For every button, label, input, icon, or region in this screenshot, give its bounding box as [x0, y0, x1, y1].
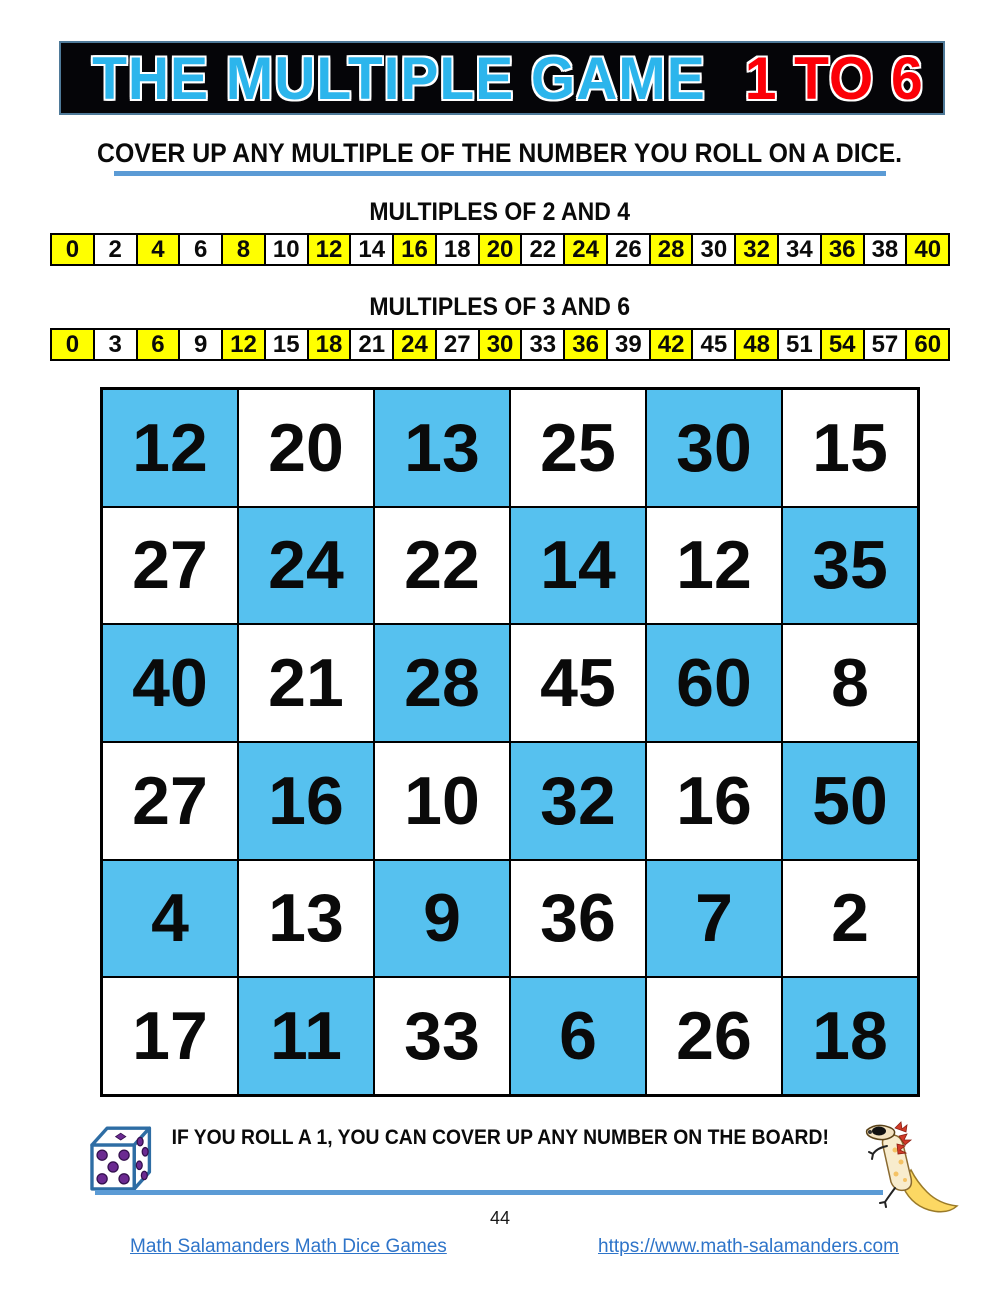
board-cell[interactable]: 18 [782, 977, 918, 1095]
strip-cell: 26 [606, 235, 649, 264]
board-cell[interactable]: 27 [102, 742, 238, 860]
strip-heading-3-and-6: MULTIPLES OF 3 AND 6 [369, 293, 631, 321]
board-cell[interactable]: 7 [646, 860, 782, 978]
board-cell[interactable]: 27 [102, 507, 238, 625]
strip-cell: 28 [649, 235, 692, 264]
board-cell[interactable]: 8 [782, 624, 918, 742]
bottom-divider-line [95, 1190, 883, 1195]
strip-cell: 48 [734, 330, 777, 359]
strip-cell: 15 [264, 330, 307, 359]
board-cell[interactable]: 33 [374, 977, 510, 1095]
board-cell[interactable]: 12 [102, 389, 238, 507]
strip-cell: 6 [136, 330, 179, 359]
strip-cell: 51 [777, 330, 820, 359]
strip-cell: 36 [563, 330, 606, 359]
multiples-strip-2-and-4 [50, 233, 950, 266]
strip-cell: 18 [435, 235, 478, 264]
strip-cell: 33 [520, 330, 563, 359]
board-cell[interactable]: 16 [238, 742, 374, 860]
strip-heading-2-and-4: MULTIPLES OF 2 AND 4 [369, 198, 631, 226]
footer-link-website[interactable]: https://www.math-salamanders.com [598, 1236, 899, 1257]
board-cell[interactable]: 35 [782, 507, 918, 625]
board-cell[interactable]: 11 [238, 977, 374, 1095]
board-cell[interactable]: 45 [510, 624, 646, 742]
strip-cell: 60 [905, 330, 948, 359]
board-cell[interactable]: 9 [374, 860, 510, 978]
board-cell[interactable]: 12 [646, 507, 782, 625]
strip-cell: 42 [649, 330, 692, 359]
strip-cell: 18 [307, 330, 350, 359]
board-cell[interactable]: 24 [238, 507, 374, 625]
board-cell[interactable]: 32 [510, 742, 646, 860]
strip-cell: 0 [52, 330, 93, 359]
page-number: 44 [489, 1208, 511, 1228]
strip-cell: 4 [136, 235, 179, 264]
salamander-icon [843, 1120, 961, 1218]
board-cell[interactable]: 15 [782, 389, 918, 507]
top-divider-line [114, 171, 886, 176]
strip-cell: 6 [178, 235, 221, 264]
strip-cell: 0 [52, 235, 93, 264]
strip-cell: 30 [691, 235, 734, 264]
board-cell[interactable]: 6 [510, 977, 646, 1095]
board-cell[interactable]: 14 [510, 507, 646, 625]
board-cell[interactable]: 60 [646, 624, 782, 742]
board-cell[interactable]: 30 [646, 389, 782, 507]
board-cell[interactable]: 21 [238, 624, 374, 742]
board-cell[interactable]: 13 [374, 389, 510, 507]
strip-cell: 36 [820, 235, 863, 264]
board-cell[interactable]: 36 [510, 860, 646, 978]
title-banner [59, 41, 945, 115]
strip-cell: 57 [863, 330, 906, 359]
strip-cell: 22 [520, 235, 563, 264]
strip-cell: 34 [777, 235, 820, 264]
strip-cell: 10 [264, 235, 307, 264]
board-cell[interactable]: 10 [374, 742, 510, 860]
strip-cell: 14 [349, 235, 392, 264]
strip-cell: 20 [478, 235, 521, 264]
board-cell[interactable]: 16 [646, 742, 782, 860]
board-cell[interactable]: 13 [238, 860, 374, 978]
board-cell[interactable]: 28 [374, 624, 510, 742]
strip-cell: 12 [307, 235, 350, 264]
strip-cell: 45 [691, 330, 734, 359]
strip-cell: 24 [563, 235, 606, 264]
strip-cell: 27 [435, 330, 478, 359]
game-board [100, 387, 920, 1097]
strip-cell: 38 [863, 235, 906, 264]
strip-cell: 9 [178, 330, 221, 359]
strip-cell: 3 [93, 330, 136, 359]
board-cell[interactable]: 40 [102, 624, 238, 742]
page-title-range: 1 TO 6 [744, 44, 924, 112]
board-cell[interactable]: 50 [782, 742, 918, 860]
board-cell[interactable]: 20 [238, 389, 374, 507]
instruction-text: COVER UP ANY MULTIPLE OF THE NUMBER YOU ROLL ON A DICE. [97, 138, 903, 168]
strip-cell: 12 [221, 330, 264, 359]
board-cell[interactable]: 26 [646, 977, 782, 1095]
footer-link-dice-games[interactable]: Math Salamanders Math Dice Games [130, 1236, 447, 1257]
strip-cell: 24 [392, 330, 435, 359]
strip-cell: 21 [349, 330, 392, 359]
strip-cell: 40 [905, 235, 948, 264]
page-title: THE MULTIPLE GAME [92, 44, 706, 112]
board-cell[interactable]: 25 [510, 389, 646, 507]
strip-cell: 39 [606, 330, 649, 359]
strip-cell: 8 [221, 235, 264, 264]
board-cell[interactable]: 2 [782, 860, 918, 978]
board-cell[interactable]: 22 [374, 507, 510, 625]
strip-cell: 16 [392, 235, 435, 264]
bonus-rule-text: IF YOU ROLL A 1, YOU CAN COVER UP ANY NUMBER ON THE BOARD! [171, 1126, 829, 1149]
strip-cell: 32 [734, 235, 777, 264]
board-cell[interactable]: 4 [102, 860, 238, 978]
multiples-strip-3-and-6 [50, 328, 950, 361]
strip-cell: 30 [478, 330, 521, 359]
strip-cell: 2 [93, 235, 136, 264]
board-cell[interactable]: 17 [102, 977, 238, 1095]
strip-cell: 54 [820, 330, 863, 359]
